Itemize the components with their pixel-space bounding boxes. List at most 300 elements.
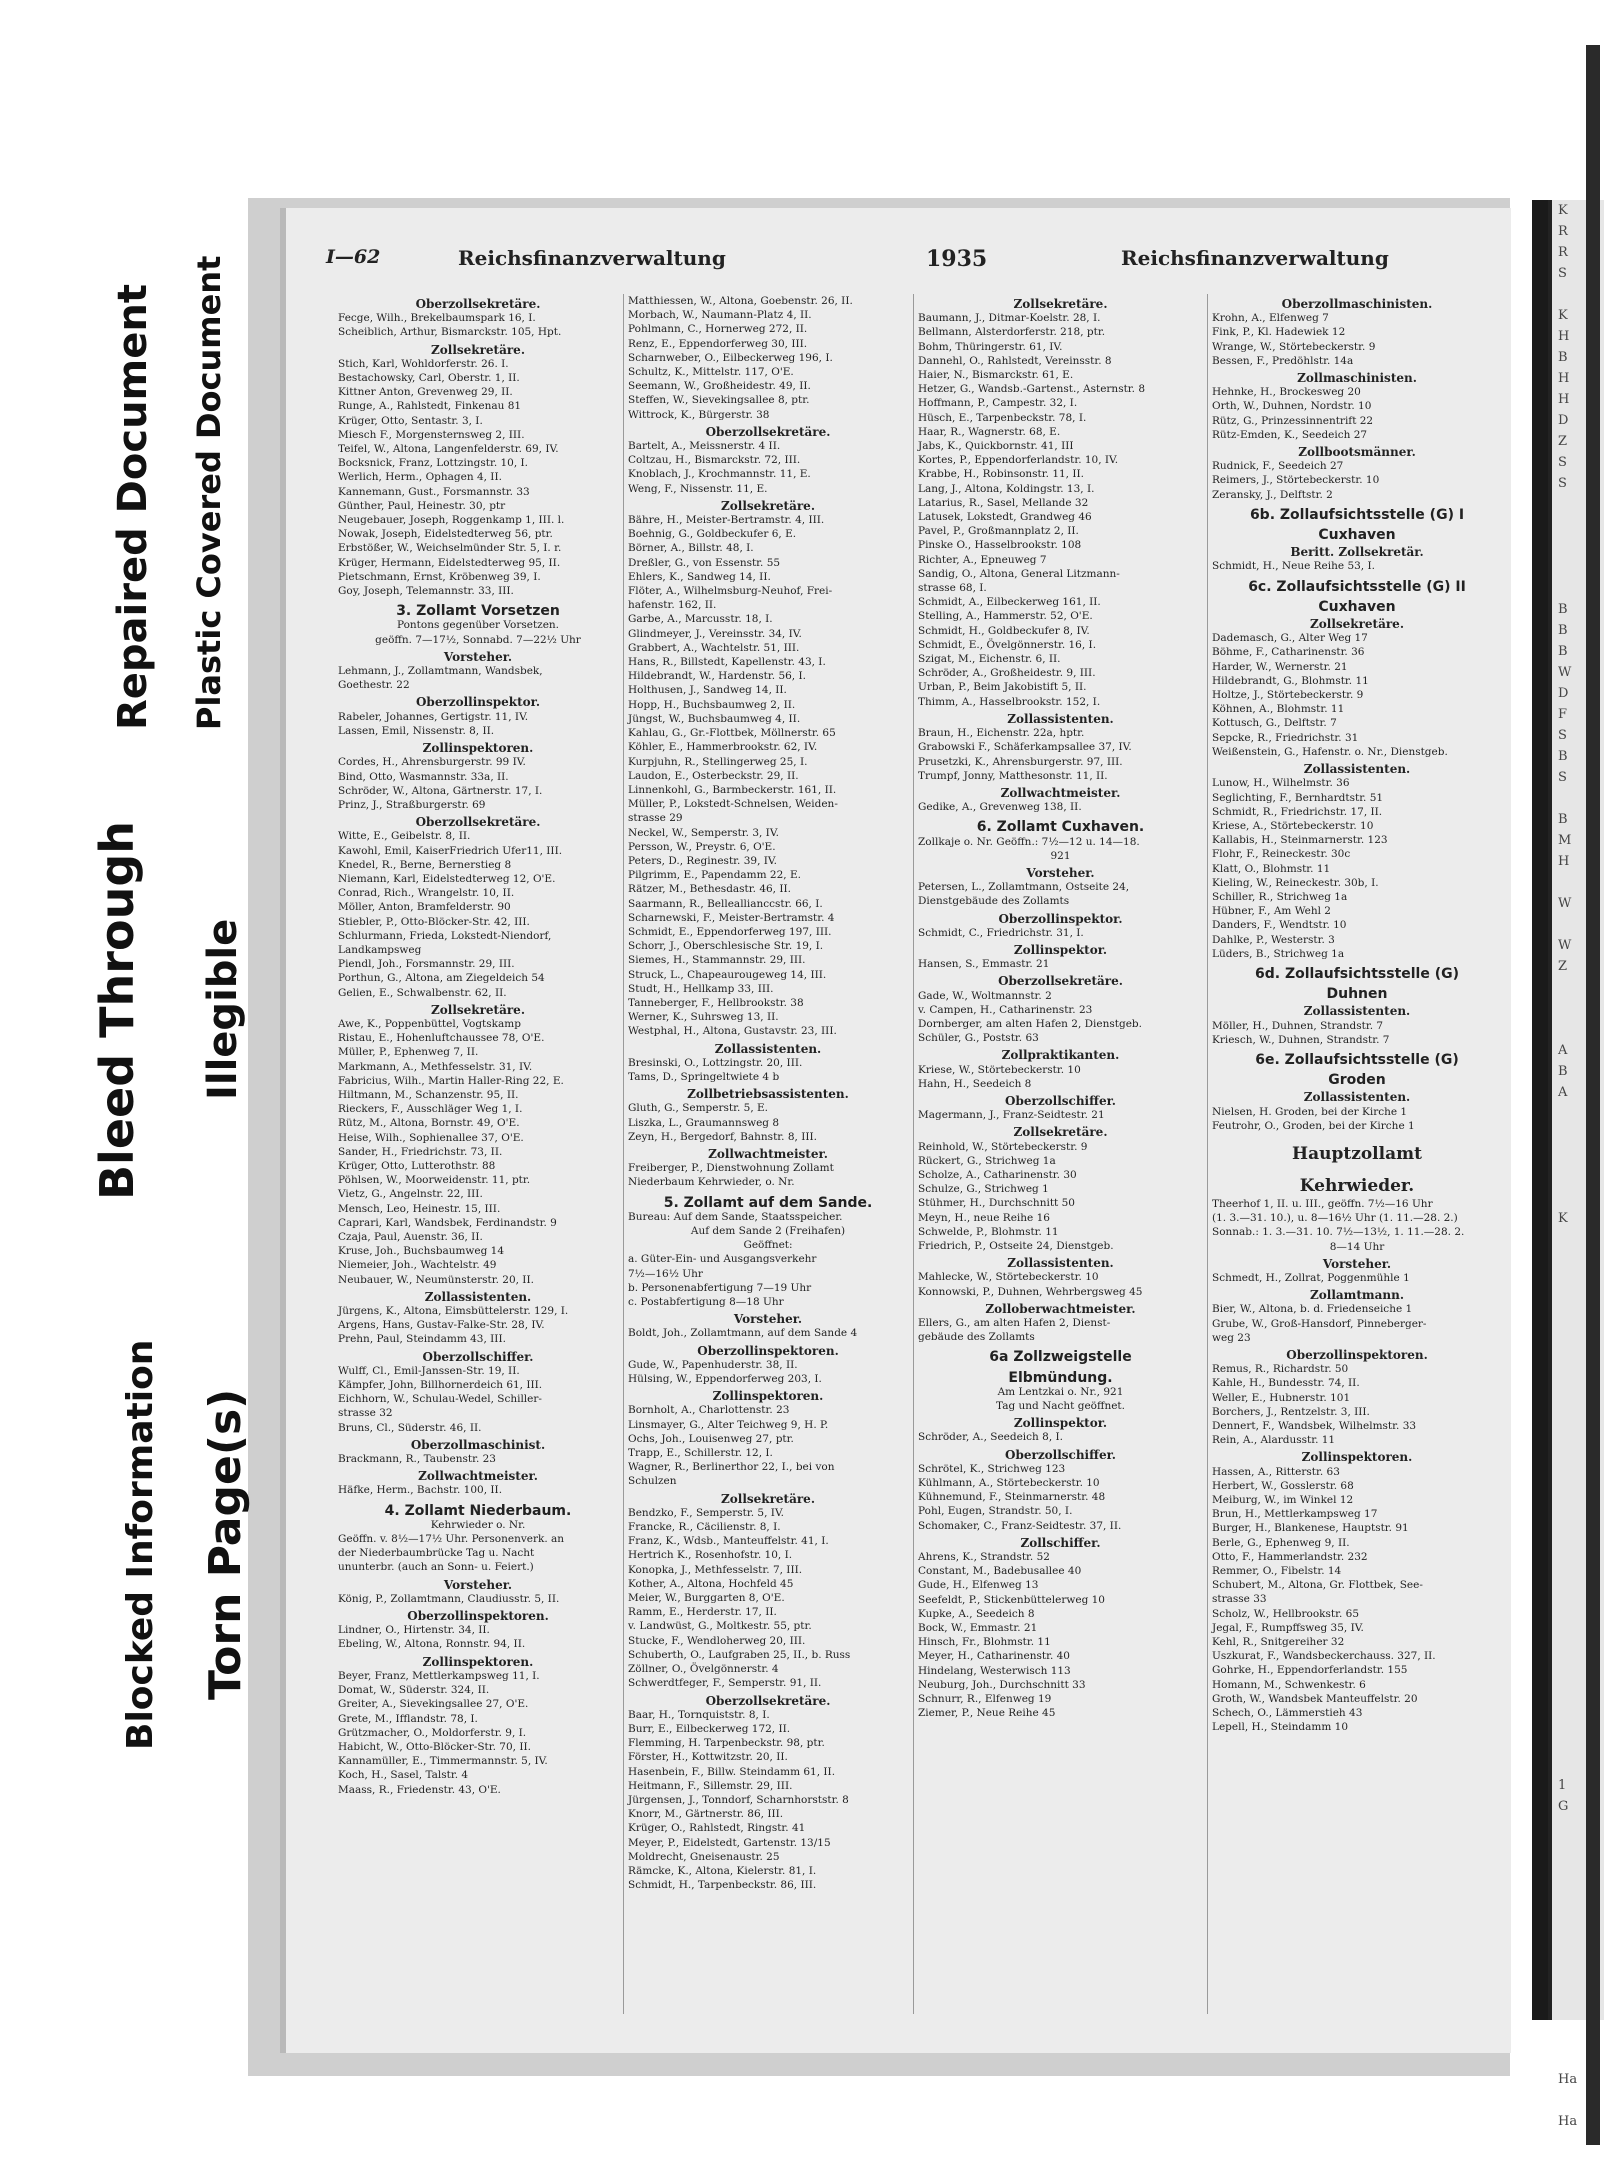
directory-entry: Hoffmann, P., Campestr. 32, I. <box>918 397 1078 410</box>
directory-entry: Schröder, A., Großheidestr. 9, III. <box>918 667 1096 680</box>
directory-entry: Scholze, A., Catharinenstr. 30 <box>918 1168 1077 1181</box>
adjacent-page-glyph: H <box>1558 392 1570 407</box>
directory-entry: Jabs, K., Quickbornstr. 41, III <box>918 440 1074 453</box>
section-heading: Zollinspektor. <box>1013 942 1108 957</box>
directory-entry: Kieling, W., Reineckestr. 30b, I. <box>1212 876 1379 889</box>
directory-entry: Dademasch, G., Alter Weg 17 <box>1212 632 1368 645</box>
directory-entry: Kottusch, G., Delftstr. 7 <box>1212 717 1337 730</box>
directory-entry: Jüngst, W., Buchsbaumweg 4, II. <box>628 712 801 725</box>
directory-column-1 <box>338 294 618 1797</box>
directory-entry: Hans, R., Billstedt, Kapellenstr. 43, I. <box>628 656 826 669</box>
directory-entry: Jürgens, K., Altona, Eimsbüttelerstr. 129, I. <box>338 1305 569 1318</box>
directory-entry: Kannemann, Gust., Forsmannstr. 33 <box>338 485 530 498</box>
directory-entry: Borchers, J., Rentzelstr. 3, III. <box>1212 1405 1370 1418</box>
section-heading: Zollmaschinisten. <box>1297 371 1417 386</box>
office-info-line: Auf dem Sande 2 (Freihafen) <box>690 1225 846 1237</box>
directory-entry: Remus, R., Richardstr. 50 <box>1212 1363 1349 1376</box>
section-heading: Oberzollinspektoren. <box>697 1343 839 1358</box>
directory-entry: Gelien, E., Schwalbenstr. 62, II. <box>338 986 507 999</box>
main-office-heading: Hauptzollamt <box>1292 1143 1422 1164</box>
section-heading: Zollbetriebsassistenten. <box>687 1087 849 1102</box>
directory-entry: Ehlers, K., Sandweg 14, II. <box>628 570 771 583</box>
directory-entry: Bendzko, F., Semperstr. 5, IV. <box>628 1506 785 1519</box>
section-heading: Vorsteher. <box>733 1312 803 1327</box>
directory-entry: gebäude des Zollamts <box>918 1331 1035 1344</box>
adjacent-page-glyph: A <box>1558 1085 1568 1100</box>
office-heading: 6d. Zollaufsichtsstelle (G) <box>1254 965 1460 982</box>
directory-entry: Gude, W., Papenhuderstr. 38, II. <box>628 1358 798 1371</box>
directory-entry: Kahle, H., Bundesstr. 74, II. <box>1212 1377 1360 1390</box>
directory-entry: Börner, A., Billstr. 48, I. <box>628 542 754 555</box>
directory-entry: Freiberger, P., Dienstwohnung Zollamt <box>628 1162 834 1175</box>
office-heading: 4. Zollamt Niederbaum. <box>384 1502 572 1519</box>
directory-entry: Ristau, E., Hohenluftchaussee 78, O'E. <box>338 1032 545 1045</box>
directory-entry: Saarmann, R., Belleallianccstr. 66, I. <box>628 897 823 910</box>
directory-entry: Kahlau, G., Gr.-Flottbek, Möllnerstr. 65 <box>628 727 836 740</box>
section-heading: Oberzollsekretäre. <box>998 974 1123 989</box>
repaired-document-label: Repaired Document <box>110 284 156 730</box>
directory-entry: Hinsch, Fr., Blohmstr. 11 <box>918 1636 1051 1649</box>
office-heading: Cuxhaven <box>1318 527 1396 544</box>
directory-entry: Schüler, G., Poststr. 63 <box>918 1032 1039 1045</box>
directory-entry: Steffen, W., Sievekingsallee 8, ptr. <box>628 394 810 407</box>
directory-entry: Trapp, E., Schillerstr. 12, I. <box>628 1447 773 1460</box>
office-heading: 6c. Zollaufsichtsstelle (G) II <box>1248 578 1466 595</box>
directory-entry: Pavel, P., Großmannplatz 2, II. <box>918 525 1079 538</box>
directory-entry: Meyer, H., Catharinenstr. 40 <box>918 1650 1070 1663</box>
adjacent-page-glyph: Z <box>1558 434 1568 449</box>
section-heading: Zollassistenten. <box>1303 1090 1411 1105</box>
directory-entry: (1. 3.—31. 10.), u. 8—16½ Uhr (1. 11.—28. 2.) <box>1212 1212 1458 1225</box>
directory-entry: der Niederbaumbrücke Tag u. Nacht <box>338 1547 535 1560</box>
scanner-edge <box>1586 45 1600 2145</box>
directory-column-4 <box>1212 294 1502 1734</box>
directory-entry: Urban, P., Beim Jakobistift 5, II. <box>918 681 1087 694</box>
adjacent-page-glyph: 1 <box>1558 1778 1567 1793</box>
directory-entry: Beyer, Franz, Mettlerkampsweg 11, I. <box>338 1669 540 1682</box>
directory-entry: Holtze, J., Störtebeckerstr. 9 <box>1212 689 1364 702</box>
directory-entry: Köhler, E., Hammerbrookstr. 62, IV. <box>628 741 818 754</box>
directory-entry: Neugebauer, Joseph, Roggenkamp 1, III. l. <box>338 514 565 527</box>
directory-entry: Bohm, Thüringerstr. 61, IV. <box>918 340 1063 353</box>
directory-entry: Brun, H., Mettlerkampsweg 17 <box>1212 1508 1378 1521</box>
section-heading: Zollschiffer. <box>1020 1535 1101 1550</box>
directory-entry: Meyn, H., neue Reihe 16 <box>918 1211 1050 1224</box>
directory-entry: Braun, H., Eichenstr. 22a, hptr. <box>918 727 1085 740</box>
directory-entry: Müller, P., Ephenweg 7, II. <box>338 1046 479 1059</box>
directory-entry: Groth, W., Wandsbek Manteuffelstr. 20 <box>1212 1692 1418 1705</box>
directory-entry: Hertrich K., Rosenhofstr. 10, I. <box>628 1549 793 1562</box>
section-heading: Zollsekretäre. <box>721 1491 815 1506</box>
directory-entry: Gedike, A., Grevenweg 138, II. <box>918 801 1082 814</box>
directory-entry: Bocksnick, Franz, Lottzingstr. 10, I. <box>338 457 529 470</box>
directory-entry: Prinz, J., Straßburgerstr. 69 <box>338 798 486 811</box>
directory-entry: Stühmer, H., Durchschnitt 50 <box>918 1197 1075 1210</box>
page-number: I—62 <box>326 246 381 268</box>
directory-entry: Morbach, W., Naumann-Platz 4, II. <box>628 309 812 322</box>
directory-entry: Schultz, K., Mittelstr. 117, O'E. <box>628 366 794 379</box>
directory-entry: Schlurmann, Frieda, Lokstedt-Niendorf, <box>338 929 552 942</box>
directory-entry: Lehmann, J., Zollamtmann, Wandsbek, <box>338 665 543 678</box>
office-heading: Duhnen <box>1326 986 1388 1003</box>
directory-entry: v. Landwüst, G., Moltkestr. 55, ptr. <box>628 1620 812 1633</box>
directory-entry: Siemes, H., Stammannstr. 29, III. <box>628 954 806 967</box>
adjacent-page-glyph: W <box>1558 896 1572 911</box>
directory-entry: Dannehl, O., Rahlstedt, Vereinsstr. 8 <box>918 354 1112 367</box>
directory-entry: Constant, M., Badebusallee 40 <box>918 1565 1082 1578</box>
directory-entry: Krüger, Otto, Sentastr. 3, I. <box>338 414 483 427</box>
directory-entry: Knorr, M., Gärtnerstr. 86, III. <box>628 1808 784 1821</box>
adjacent-page-glyph: H <box>1558 854 1570 869</box>
directory-entry: Niemeier, Joh., Wachtelstr. 49 <box>338 1259 497 1272</box>
directory-entry: Garbe, A., Marcusstr. 18, I. <box>628 613 773 626</box>
directory-entry: Stich, Karl, Wohldorferstr. 26. I. <box>338 357 509 370</box>
directory-entry: Pöhlsen, W., Moorweidenstr. 11, ptr. <box>338 1174 531 1187</box>
directory-entry: Neckel, W., Semperstr. 3, IV. <box>628 826 779 839</box>
office-info-line: Tag und Nacht geöffnet. <box>996 1400 1125 1413</box>
directory-entry: Vietz, G., Angelnstr. 22, III. <box>338 1188 483 1201</box>
directory-entry: Flohr, F., Reineckestr. 30c <box>1212 848 1351 861</box>
directory-entry: Burr, E., Eilbeckerweg 172, II. <box>628 1722 791 1735</box>
directory-entry: Baumann, J., Ditmar-Koelstr. 28, I. <box>918 312 1101 325</box>
directory-entry: Liszka, L., Graumannsweg 8 <box>628 1116 780 1129</box>
office-heading: 6. Zollamt Cuxhaven. <box>976 819 1145 836</box>
directory-entry: Haier, N., Bismarckstr. 61, E. <box>918 369 1074 382</box>
directory-entry: Meyer, P., Eidelstedt, Gartenstr. 13/15 <box>628 1836 831 1849</box>
directory-entry: Kurpjuhn, R., Stellingerweg 25, I. <box>628 755 808 768</box>
directory-entry: Fink, P., Kl. Hadewiek 12 <box>1212 326 1346 339</box>
directory-entry: Hahn, H., Seedeich 8 <box>918 1077 1032 1090</box>
directory-entry: Scholz, W., Hellbrookstr. 65 <box>1212 1607 1360 1620</box>
section-heading: Oberzollinspektor. <box>998 911 1123 926</box>
directory-entry: Schwerdtfeger, F., Semperstr. 91, II. <box>628 1677 822 1690</box>
directory-entry: Boldt, Joh., Zollamtmann, auf dem Sande 4 <box>628 1327 858 1340</box>
directory-entry: Krüger, Hermann, Eidelstedterweg 95, II. <box>338 556 561 569</box>
adjacent-page-glyph: K <box>1558 1211 1568 1226</box>
directory-entry: Knoblach, J., Krochmannstr. 11, E. <box>628 468 811 481</box>
directory-entry: Sander, H., Friedrichstr. 73, II. <box>338 1145 503 1158</box>
plastic-covered-label: Plastic Covered Document <box>190 255 228 730</box>
directory-entry: Mahlecke, W., Störtebeckerstr. 10 <box>918 1271 1099 1284</box>
office-info-line: geöffn. 7—17½, Sonnabd. 7—22½ Uhr <box>375 633 581 646</box>
directory-entry: Latarius, R., Sasel, Mellande 32 <box>918 496 1089 509</box>
adjacent-page-glyph: G <box>1558 1799 1569 1814</box>
directory-entry: Brackmann, R., Taubenstr. 23 <box>338 1453 496 1466</box>
directory-entry: strasse 32 <box>338 1407 393 1420</box>
section-heading: Vorsteher. <box>443 1577 513 1592</box>
directory-entry: Bähre, H., Meister-Bertramstr. 4, III. <box>628 514 825 527</box>
directory-entry: Ahrens, K., Strandstr. 52 <box>918 1551 1050 1564</box>
directory-entry: Hiltmann, M., Schanzenstr. 95, II. <box>338 1088 519 1101</box>
directory-entry: Friedrich, P., Ostseite 24, Dienstgeb. <box>918 1240 1114 1252</box>
section-heading: Oberzollinspektoren. <box>407 1609 549 1624</box>
adjacent-page-glyph: K <box>1558 203 1568 218</box>
directory-entry: Tams, D., Springeltwiete 4 b <box>628 1070 780 1083</box>
directory-entry: Sonnab.: 1. 3.—31. 10. 7½—13½, 1. 11.—28. 2. <box>1212 1226 1465 1239</box>
directory-entry: Rieckers, F., Ausschläger Weg 1, I. <box>338 1103 523 1116</box>
directory-entry: Werner, K., Suhrsweg 13, II. <box>628 1011 779 1024</box>
directory-entry: Petersen, L., Zollamtmann, Ostseite 24, <box>918 881 1130 894</box>
directory-entry: Maass, R., Friedenstr. 43, O'E. <box>338 1783 501 1796</box>
directory-entry: Gohrke, H., Eppendorferlandstr. 155 <box>1212 1664 1408 1677</box>
left-running-title: Reichsfinanzverwaltung <box>458 246 726 270</box>
column-rule <box>913 294 914 2014</box>
directory-entry: Kühlmann, A., Störtebeckerstr. 10 <box>918 1477 1100 1490</box>
directory-entry: Kehl, R., Snitgereiher 32 <box>1212 1636 1345 1649</box>
directory-entry: Linsmayer, G., Alter Teichweg 9, H. P. <box>628 1418 829 1431</box>
directory-entry: Rütz, M., Altona, Bornstr. 49, O'E. <box>338 1117 520 1130</box>
adjacent-page-glyph: B <box>1558 644 1568 659</box>
directory-entry: Pohlmann, C., Hornerweg 272, II. <box>628 323 808 336</box>
section-heading: Zollamtmann. <box>1310 1288 1404 1303</box>
directory-entry: Studt, H., Hellkamp 33, III. <box>628 982 774 995</box>
office-info-line: Kehrwieder o. Nr. <box>430 1518 526 1531</box>
section-heading: Zollinspektoren. <box>422 1654 534 1669</box>
directory-entry: Werlich, Herm., Ophagen 4, II. <box>338 471 502 484</box>
directory-entry: Grabowski F., Schäferkampsallee 37, IV. <box>918 741 1132 754</box>
section-heading: Oberzollsekretäre. <box>705 424 831 439</box>
directory-entry: Schmedt, H., Zollrat, Poggenmühle 1 <box>1212 1271 1410 1284</box>
directory-entry: Holthusen, J., Sandweg 14, II. <box>628 684 787 697</box>
directory-entry: Konopka, J., Methfesselstr. 7, III. <box>628 1563 803 1576</box>
section-heading: Zollbootsmänner. <box>1298 445 1416 460</box>
directory-entry: Herbert, W., Gosslerstr. 68 <box>1212 1479 1354 1492</box>
directory-entry: Struck, L., Chapeaurougeweg 14, III. <box>628 968 827 981</box>
directory-entry: Gluth, G., Semperstr. 5, E. <box>628 1102 769 1115</box>
directory-entry: Dornberger, am alten Hafen 2, Dienstgeb. <box>918 1017 1142 1030</box>
directory-entry: Kittner Anton, Grevenweg 29, II. <box>338 386 513 399</box>
directory-entry: Laudon, E., Osterbeckstr. 29, II. <box>628 769 799 782</box>
directory-entry: Fabricius, Wilh., Martin Haller-Ring 22, E. <box>338 1074 564 1087</box>
directory-entry: Rütz-Emden, K., Seedeich 27 <box>1212 428 1368 441</box>
directory-entry: Bellmann, Alsterdorferstr. 218, ptr. <box>918 326 1106 339</box>
directory-entry: hafenstr. 162, II. <box>628 599 717 612</box>
directory-entry: Coltzau, H., Bismarckstr. 72, III. <box>628 454 801 467</box>
directory-entry: Linnenkohl, G., Barmbeckerstr. 161, II. <box>628 783 837 796</box>
directory-entry: Uszkurat, F., Wandsbeckerchauss. 327, II. <box>1212 1650 1436 1663</box>
office-heading: Elbmündung. <box>1008 1369 1113 1386</box>
directory-entry: Ochs, Joh., Louisenweg 27, ptr. <box>628 1432 794 1445</box>
directory-entry: Gade, W., Woltmannstr. 2 <box>918 989 1052 1002</box>
directory-entry: Krüger, O., Rahlstedt, Ringstr. 41 <box>628 1822 806 1835</box>
directory-entry: Weißenstein, G., Hafenstr. o. Nr., Dienstgeb. <box>1212 745 1448 758</box>
directory-entry: Caprari, Karl, Wandsbek, Ferdinandstr. 9 <box>338 1216 557 1229</box>
directory-entry: Stiebler, P., Otto-Blöcker-Str. 42, III. <box>338 915 530 928</box>
adjacent-page-glyph: Ha <box>1558 2072 1578 2087</box>
directory-entry: ununterbr. (auch an Sonn- u. Feiert.) <box>338 1561 534 1574</box>
directory-entry: Greiter, A., Sievekingsallee 27, O'E. <box>338 1698 529 1711</box>
directory-entry: strasse 29 <box>628 812 683 825</box>
office-info-line: Am Lentzkai o. Nr., 921 <box>997 1385 1124 1398</box>
directory-entry: Konnowski, P., Duhnen, Wehrbergsweg 45 <box>918 1285 1143 1298</box>
directory-entry: Baar, H., Tornquiststr. 8, I. <box>628 1708 770 1721</box>
directory-entry: strasse 68, I. <box>918 582 987 595</box>
directory-entry: Häfke, Herm., Bachstr. 100, II. <box>338 1484 503 1497</box>
directory-entry: Scheiblich, Arthur, Bismarckstr. 105, Hpt. <box>338 326 562 339</box>
section-heading: Zollwachtmeister. <box>418 1469 538 1484</box>
directory-entry: Kriese, A., Störtebeckerstr. 10 <box>1212 819 1374 832</box>
directory-entry: Thimm, A., Hasselbrookstr. 152, I. <box>918 695 1101 708</box>
directory-entry: Jürgensen, J., Tonndorf, Scharnhorststr. 8 <box>628 1793 849 1806</box>
directory-entry: Krüger, Otto, Lutterothstr. 88 <box>338 1159 496 1172</box>
directory-entry: Seemann, W., Großheidestr. 49, II. <box>628 380 811 393</box>
directory-entry: Schmidt, C., Friedrichstr. 31, I. <box>918 926 1084 939</box>
directory-entry: Kortes, P., Eppendorferlandstr. 10, IV. <box>918 454 1119 467</box>
directory-entry: Rätzer, M., Bethesdastr. 46, II. <box>628 883 791 896</box>
directory-entry: Glindmeyer, J., Vereinsstr. 34, IV. <box>628 627 802 640</box>
section-heading: Oberzollsekretäre. <box>705 1693 831 1708</box>
directory-entry: Persson, W., Preystr. 6, O'E. <box>628 840 776 853</box>
directory-entry: Wulff, Cl., Emil-Janssen-Str. 19, II. <box>338 1364 520 1377</box>
adjacent-page-glyph: S <box>1558 476 1567 491</box>
directory-entry: Schech, O., Lämmerstieh 43 <box>1212 1707 1363 1720</box>
directory-entry: Argens, Hans, Gustav-Falke-Str. 28, IV. <box>338 1319 545 1332</box>
office-heading: 6e. Zollaufsichtsstelle (G) <box>1255 1051 1459 1068</box>
section-heading: Zollsekretäre. <box>721 498 815 513</box>
directory-entry: Markmann, A., Methfesselstr. 31, IV. <box>338 1060 533 1073</box>
directory-entry: Schmidt, H., Tarpenbeckstr. 86, III. <box>628 1879 817 1892</box>
directory-entry: Klatt, O., Blohmstr. 11 <box>1212 862 1331 875</box>
directory-entry: Schwelde, P., Blohmstr. 11 <box>918 1225 1059 1238</box>
adjacent-page-glyph: D <box>1558 413 1569 428</box>
adjacent-page-glyph: B <box>1558 602 1568 617</box>
directory-entry: Homann, M., Schwenkestr. 6 <box>1212 1678 1366 1691</box>
adjacent-page-glyph: A <box>1558 1043 1568 1058</box>
directory-entry: Hetzer, G., Wandsb.-Gartenst., Asternstr. 8 <box>918 383 1146 396</box>
directory-entry: Wrange, W., Störtebeckerstr. 9 <box>1212 340 1376 353</box>
office-heading: Groden <box>1328 1072 1386 1089</box>
directory-entry: Stelling, A., Hammerstr. 52, O'E. <box>918 610 1093 623</box>
directory-entry: Weller, E., Hubnerstr. 101 <box>1212 1391 1351 1404</box>
directory-entry: Kannamüller, E., Timmermannstr. 5, IV. <box>338 1755 548 1768</box>
directory-entry: Ellers, G., am alten Hafen 2, Dienst- <box>918 1317 1111 1330</box>
adjacent-page-glyph: R <box>1558 224 1568 239</box>
adjacent-page-glyph: S <box>1558 728 1567 743</box>
adjacent-page-glyph: Ha <box>1558 2114 1578 2129</box>
directory-entry: Orth, W., Duhnen, Nordstr. 10 <box>1212 400 1372 413</box>
directory-entry: Awe, K., Poppenbüttel, Vogtskamp <box>338 1017 521 1030</box>
adjacent-page-glyph: M <box>1558 833 1572 848</box>
directory-entry: Schnurr, R., Elfenweg 19 <box>918 1693 1052 1706</box>
directory-entry: Harder, W., Wernerstr. 21 <box>1212 660 1348 673</box>
year-heading: 1935 <box>926 246 988 272</box>
directory-entry: Neuburg, Joh., Durchschnitt 33 <box>918 1678 1086 1691</box>
directory-entry: Eichhorn, W., Schulau-Wedel, Schiller- <box>338 1393 542 1406</box>
directory-entry: Möller, Anton, Bramfelderstr. 90 <box>338 901 511 914</box>
section-heading: Zollwachtmeister. <box>708 1146 828 1161</box>
directory-entry: Miesch F., Morgensternsweg 2, III. <box>338 428 525 441</box>
directory-entry: Schmidt, E., Eppendorferweg 197, III. <box>628 925 832 938</box>
directory-entry: Nowak, Joseph, Eidelstedterweg 56, ptr. <box>338 528 553 541</box>
directory-entry: Schmidt, R., Friedrichstr. 17, II. <box>1212 805 1383 818</box>
section-heading: Zollinspektoren. <box>1301 1450 1413 1465</box>
directory-entry: Schorr, J., Oberschlesische Str. 19, I. <box>628 940 824 953</box>
directory-entry: Reinhold, W., Störtebeckerstr. 9 <box>918 1140 1088 1153</box>
directory-entry: Koch, H., Sasel, Talstr. 4 <box>338 1769 469 1782</box>
directory-entry: Krohn, A., Elfenweg 7 <box>1212 312 1329 325</box>
directory-entry: Ramm, E., Herderstr. 17, II. <box>628 1606 777 1619</box>
office-heading: 3. Zollamt Vorsetzen <box>396 603 560 620</box>
directory-entry: Zollkaje o. Nr. Geöffn.: 7½—12 u. 14—18. <box>918 835 1140 848</box>
directory-entry: Rein, A., Alardusstr. 11 <box>1212 1434 1336 1447</box>
adjacent-page-glyph: S <box>1558 455 1567 470</box>
directory-entry: Schmidt, H., Neue Reihe 53, I. <box>1212 560 1375 573</box>
section-heading: Zollassistenten. <box>1007 711 1114 726</box>
directory-entry: Scharnweber, O., Eilbeckerweg 196, I. <box>628 351 833 364</box>
directory-entry: Renz, E., Eppendorferweg 30, III. <box>628 337 808 350</box>
adjacent-page-glyph: H <box>1558 371 1570 386</box>
directory-entry: Schomaker, C., Franz-Seidtestr. 37, II. <box>918 1519 1122 1532</box>
directory-entry: Meiburg, W., im Winkel 12 <box>1212 1494 1354 1507</box>
directory-entry: Pinske O., Hasselbrookstr. 108 <box>918 539 1082 552</box>
directory-entry: Teifel, W., Altona, Langenfelderstr. 69, IV. <box>338 443 559 456</box>
directory-entry: Danders, F., Wendtstr. 10 <box>1212 919 1347 932</box>
directory-entry: Schmidt, H., Goldbeckufer 8, IV. <box>918 624 1090 637</box>
directory-entry: Dennert, F., Wandsbek, Wilhelmstr. 33 <box>1212 1420 1417 1433</box>
adjacent-page-glyph: S <box>1558 266 1567 281</box>
section-heading: Beritt. Zollsekretär. <box>1290 545 1424 560</box>
directory-entry: Berle, G., Ephenweg 9, II. <box>1212 1536 1350 1549</box>
section-heading: Zollsekretäre. <box>1013 297 1108 311</box>
directory-entry: Kallabis, H., Steinmarnerstr. 123 <box>1212 834 1388 847</box>
directory-entry: Flöter, A., Wilhelmsburg-Neuhof, Frei- <box>628 585 833 598</box>
directory-entry: c. Postabfertigung 8—18 Uhr <box>628 1296 784 1309</box>
directory-entry: Kämpfer, John, Billhornerdeich 61, III. <box>338 1379 543 1392</box>
section-heading: Vorsteher. <box>1026 865 1095 880</box>
section-heading: Zollassistenten. <box>714 1041 822 1056</box>
section-heading: Zollassistenten. <box>1007 1256 1114 1271</box>
section-heading: Vorsteher. <box>1322 1256 1392 1271</box>
directory-entry: Lepell, H., Steindamm 10 <box>1212 1721 1349 1734</box>
office-info-line: Pontons gegenüber Vorsetzen. <box>396 619 560 632</box>
section-heading: Oberzollmaschinisten. <box>1281 297 1433 311</box>
directory-entry: weg 23 <box>1212 1331 1251 1344</box>
section-heading: Oberzollsekretäre. <box>415 815 541 830</box>
directory-entry: Lang, J., Altona, Koldingstr. 13, I. <box>918 482 1095 495</box>
section-heading: Zollpraktikanten. <box>1001 1048 1120 1063</box>
directory-entry: Franz, K., Wdsb., Manteuffelstr. 41, I. <box>628 1535 829 1548</box>
section-heading: Zollinspektoren. <box>712 1389 824 1404</box>
directory-entry: Trumpf, Jonny, Matthesonstr. 11, II. <box>918 769 1108 782</box>
directory-entry: Knedel, R., Berne, Bernerstieg 8 <box>338 858 512 871</box>
blocked-information-label: Blocked Information <box>120 1339 161 1750</box>
adjacent-page-glyph: R <box>1558 245 1568 260</box>
directory-entry: Zeransky, J., Delftstr. 2 <box>1212 488 1333 501</box>
section-heading: Vorsteher. <box>443 649 513 664</box>
directory-entry: König, P., Zollamtmann, Claudiusstr. 5, II. <box>338 1592 560 1605</box>
directory-entry: Moldrecht, Gneisenaustr. 25 <box>628 1850 780 1863</box>
torn-pages-label: Torn Page(s) <box>200 1388 251 1700</box>
section-heading: Oberzollmaschinist. <box>410 1437 546 1452</box>
directory-entry: Krabbe, H., Robinsonstr. 11, II. <box>918 468 1084 481</box>
section-heading: Zollsekretäre. <box>431 1002 525 1017</box>
directory-entry: Geöffn. v. 8½—17½ Uhr. Personenverk. an <box>338 1533 565 1546</box>
directory-entry: Seefeldt, P., Stickenbüttelerweg 10 <box>918 1593 1105 1606</box>
directory-entry: Bureau: Auf dem Sande, Staatsspeicher. <box>628 1210 843 1223</box>
directory-entry: Grube, W., Groß-Hansdorf, Pinneberger- <box>1212 1317 1427 1330</box>
directory-entry: Goy, Joseph, Telemannstr. 33, III. <box>338 585 514 598</box>
directory-entry: Reimers, J., Störtebeckerstr. 10 <box>1212 474 1380 487</box>
directory-entry: Goethestr. 22 <box>338 679 410 692</box>
directory-entry: Hassen, A., Ritterstr. 63 <box>1212 1465 1340 1478</box>
directory-entry: Hansen, S., Emmastr. 21 <box>918 958 1050 971</box>
directory-entry: Pietschmann, Ernst, Kröbenweg 39, I. <box>338 570 541 583</box>
office-heading: 6b. Zollaufsichtsstelle (G) I <box>1249 506 1465 523</box>
directory-entry: Lüders, B., Strichweg 1a <box>1212 947 1345 960</box>
directory-entry: Weng, F., Nissenstr. 11, E. <box>628 482 768 495</box>
directory-entry: Hindelang, Westerwisch 113 <box>918 1664 1071 1677</box>
section-heading: Oberzollinspektoren. <box>1286 1348 1428 1362</box>
